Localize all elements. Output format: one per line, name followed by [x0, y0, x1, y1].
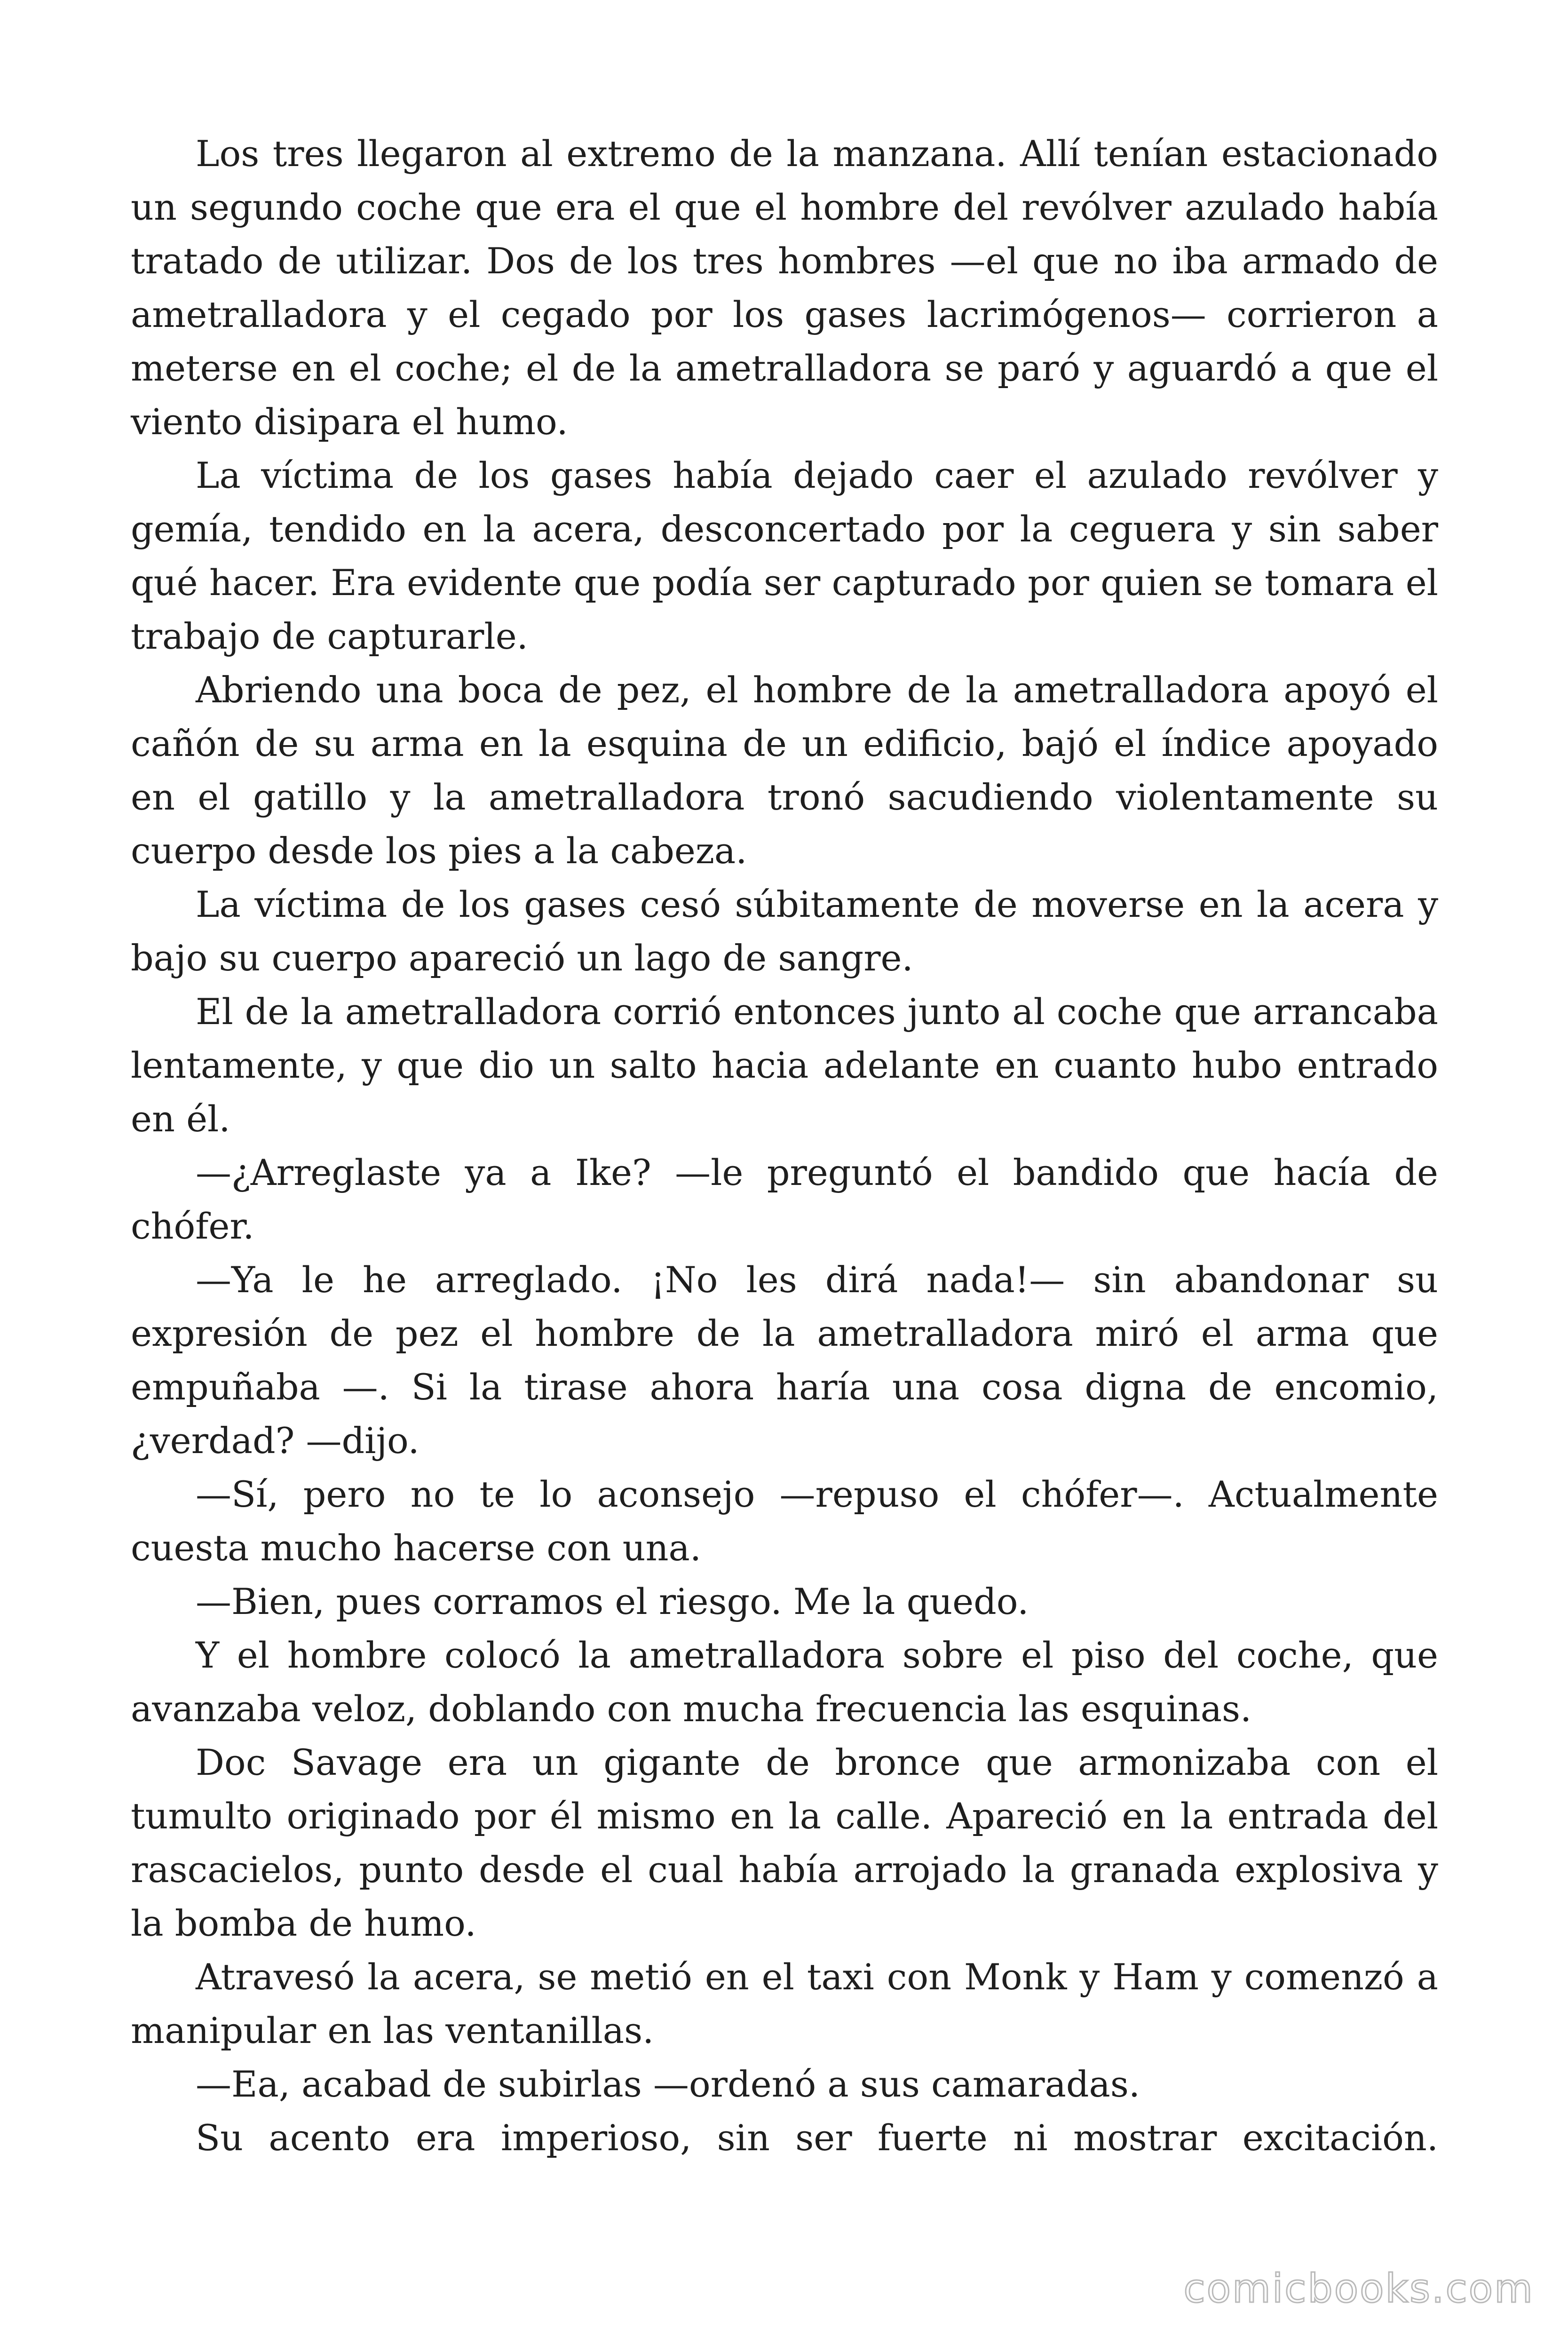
paragraph: —Bien, pues corramos el riesgo. Me la quedo.: [196, 1581, 1029, 1622]
paragraph-continued: Su acento era imperioso, sin ser fuerte ni mostrar excitación.: [196, 2117, 1438, 2159]
paragraph: —¿Arreglaste ya a Ike? —le preguntó el bandido que hacía de chófer.: [131, 1152, 1438, 1247]
paragraph: —Sí, pero no te lo aconsejo —repuso el chófer—. Actualmente cuesta mucho hacerse con una.: [131, 1473, 1438, 1569]
paragraph: La víctima de los gases cesó súbitamente de moverse en la acera y bajo su cuerpo apareció un lago de sangre.: [131, 883, 1438, 979]
page-body: [131, 127, 1438, 2165]
paragraph: —Ya le he arreglado. ¡No les dirá nada!— sin abandonar su expresión de pez el hombre de la ametralladora miró el arma que empuñaba —. Si la tirase ahora haría una cosa digna de encomio, ¿verdad? —dijo.: [131, 1259, 1438, 1462]
paragraph: El de la ametralladora corrió entonces junto al coche que arrancaba lentamente, y que dio un salto hacia adelante en cuanto hubo entrado en él.: [131, 991, 1438, 1140]
paragraph: Los tres llegaron al extremo de la manzana. Allí tenían estacionado un segundo coche que era el que el hombre del revólver azulado había tratado de utilizar. Dos de los tres hombres —el que no iba armado de ametralladora y el cegado por los gases lacrimógenos— corrieron a meterse en el coche; el de la ametralladora se paró y aguardó a que el viento disipara el humo.: [131, 133, 1438, 443]
paragraph: Abriendo una boca de pez, el hombre de la ametralladora apoyó el cañón de su arma en la esquina de un edificio, bajó el índice apoyado en el gatillo y la ametralladora tronó sacudiendo violentamente su cuerpo desde los pies a la cabeza.: [131, 669, 1438, 872]
paragraph: Atravesó la acera, se metió en el taxi con Monk y Ham y comenzó a manipular en las ventanillas.: [131, 1956, 1438, 2051]
paragraph: Y el hombre colocó la ametralladora sobre el piso del coche, que avanzaba veloz, doblando con mucha frecuencia las esquinas.: [131, 1634, 1438, 1730]
paragraph: —Ea, acabad de subirlas —ordenó a sus camaradas.: [196, 2063, 1140, 2105]
paragraph: Doc Savage era un gigante de bronce que armonizaba con el tumulto originado por él mismo en la calle. Apareció en la entrada del rascacielos, punto desde el cual había arrojado la granada explosiva y la bomba de humo.: [131, 1741, 1438, 1944]
watermark: comicbooks.com: [1183, 2265, 1534, 2312]
paragraph: La víctima de los gases había dejado caer el azulado revólver y gemía, tendido en la acera, desconcertado por la ceguera y sin saber qué hacer. Era evidente que podía ser capturado por quien se tomara el trabajo de capturarle.: [131, 454, 1438, 657]
